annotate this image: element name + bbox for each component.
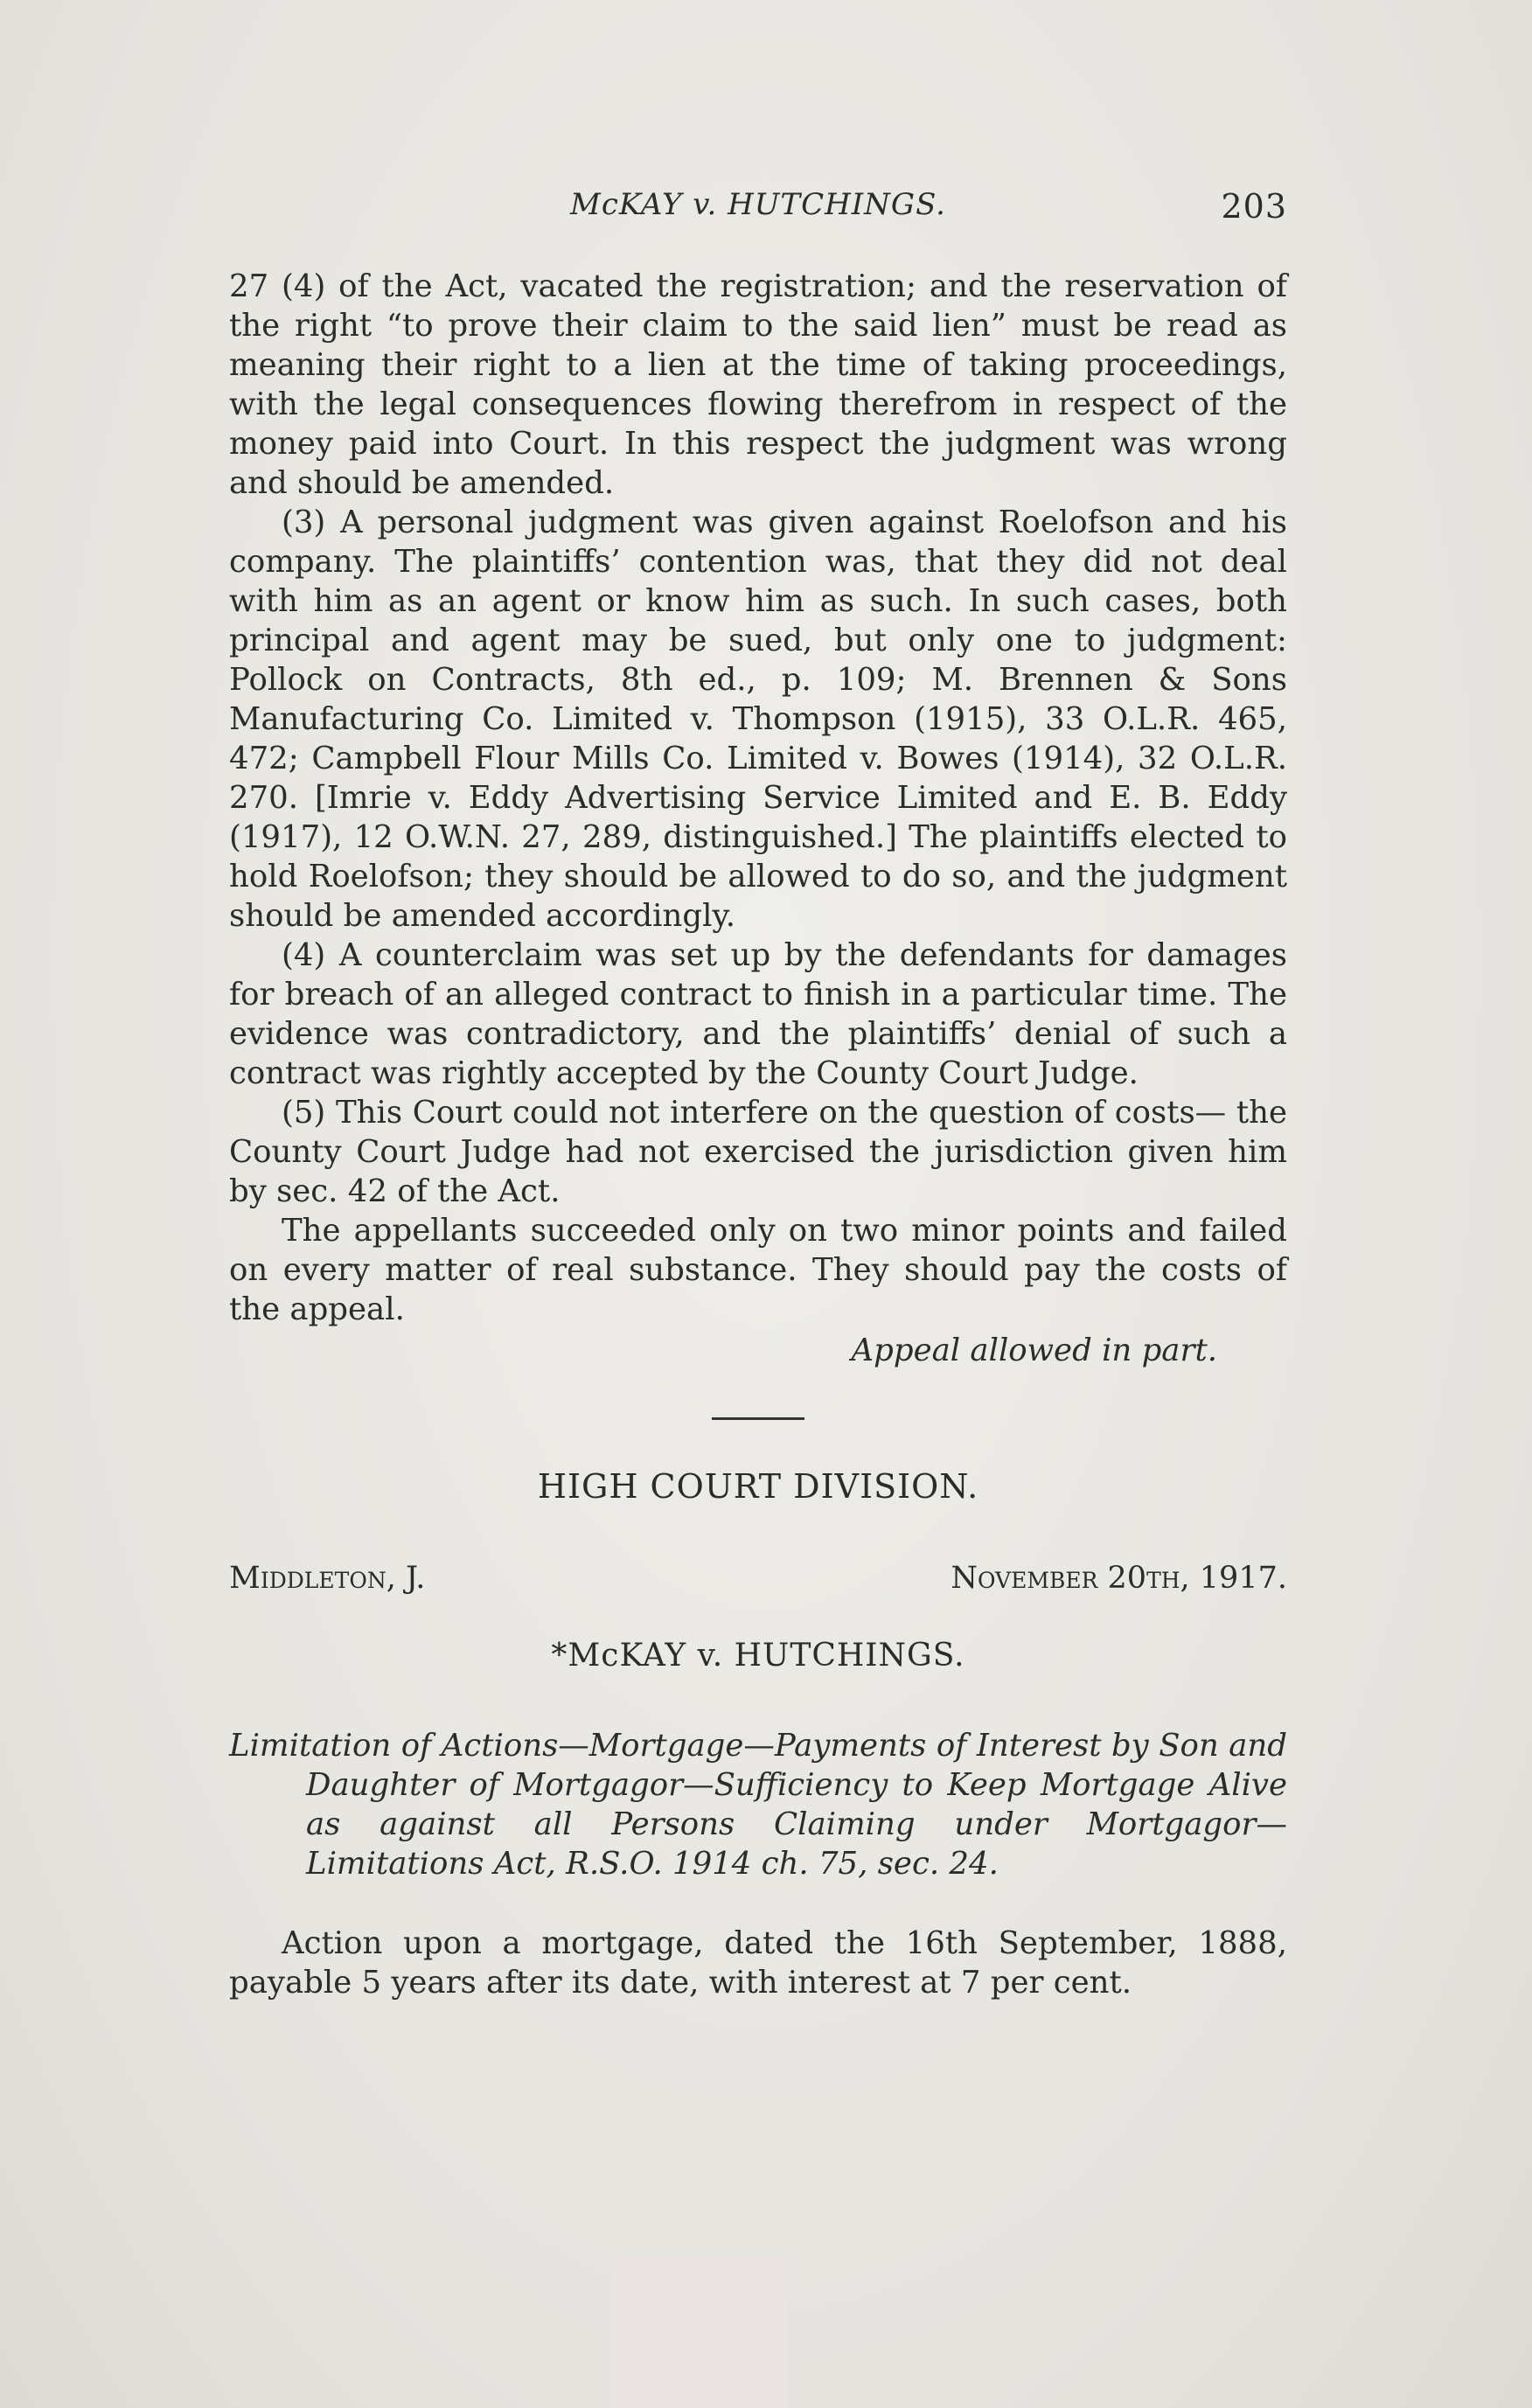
running-title: McKAY v. HUTCHINGS. xyxy=(570,187,946,222)
court-heading: HIGH COURT DIVISION. xyxy=(537,1467,979,1506)
judge-name: Middleton, J. xyxy=(229,1561,426,1596)
case-title: *McKAY v. HUTCHINGS. xyxy=(551,1638,965,1674)
paragraph-point-4: (4) A counterclaim was set up by the defendants for damages for breach of an alleged contract to finish in a particular time. The evidence was contradictory, and the plaintiffs’ denial of such a contract was rightly accepted by the County Court Judge. xyxy=(229,937,1287,1091)
paragraph-point-3: (3) A personal judgment was given against Roelofson and his company. The plaintiffs’ contention was, that they did not deal with him as an agent or know him as such. In such cases, both principal and agent may be sued, but only one to judgment: Pollock on Contracts, 8th ed., p. 109; M. Brennen & Sons Manufacturing Co. Limited v. Thompson (1915), 33 O.L.R. 465, 472; Campbell Flour Mills Co. Limited v. Bowes (1914), 32 O.L.R. 270. [Imrie v. Eddy Advertising Service Limited and E. B. Eddy (1917), 12 O.W.N. 27, 289, distinguished.] The plaintiffs elected to hold Roelofson; they should be allowed to do so, and the judgment should be amended accordingly. xyxy=(229,505,1287,934)
paragraph-conclusion: The appellants succeeded only on two minor points and failed on every matter of real substance. They should pay the costs of the appeal. xyxy=(229,1213,1287,1327)
running-header xyxy=(229,187,1287,231)
page-body xyxy=(229,267,1287,2002)
action-paragraph: Action upon a mortgage, dated the 16th September, 1888, payable 5 years after its date, with interest at 7 per cent. xyxy=(229,1925,1287,2001)
paper-stain xyxy=(612,2256,787,2408)
paragraph-continuation: 27 (4) of the Act, vacated the registration; and the reservation of the right “to prove their claim to the said lien” must be read as meaning their right to a lien at the time of taking proceedings, with the legal consequences flowing therefrom in respect of the money paid into Court. In this respect the judgment was wrong and should be amended. xyxy=(229,268,1287,501)
headnote: Limitation of Actions—Mortgage—Payments of Interest by Son and Daughter of Mortgagor—Sufficiency to Keep Mortgage Alive as against all Persons Claiming under Mortgagor—Limitations Act, R.S.O. 1914 ch. 75, sec. 24. xyxy=(229,1728,1287,1882)
decision-date: November 20th, 1917. xyxy=(951,1561,1287,1596)
paragraph-point-5: (5) This Court could not interfere on the question of costs— the County Court Judge had not exercised the jurisdiction given him by sec. 42 of the Act. xyxy=(229,1095,1287,1209)
section-divider xyxy=(712,1417,804,1420)
disposition: Appeal allowed in part. xyxy=(851,1333,1217,1368)
page-number: 203 xyxy=(1221,187,1287,226)
judge-date-line xyxy=(229,1559,1287,1603)
